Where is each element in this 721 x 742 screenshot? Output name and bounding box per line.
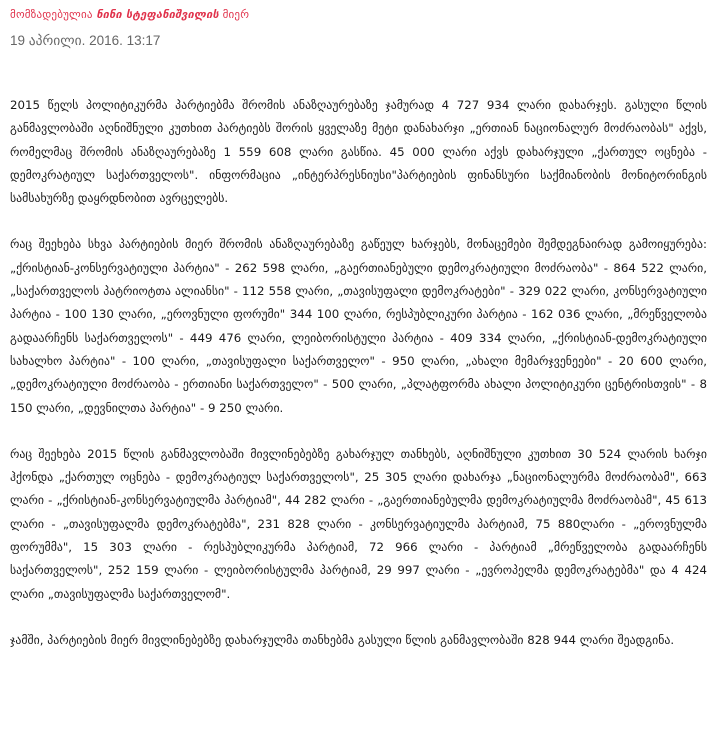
article-paragraph: ჯამში, პარტიების მიერ მივლინებებზე დახარჯულმა თანხებმა გასული წლის განმავლობაში 828 944 ლარი შეადგინა. <box>10 632 675 647</box>
byline-prefix: მომზადებულია <box>10 8 93 21</box>
article-paragraph: რაც შეეხება 2015 წლის განმავლობაში მივლინებებზე გახარჯულ თანხებს, აღნიშნული კუთხით 30 524 ლარის ხარჯი ჰქონდა „ქართულ ოცნება - დემოკრატიულ საქართველოს", 25 305 ლარი დახარჯა „ნაციონალურმა მოძრაობამ", 663 ლარი - „ქრისტიან-კონსერვატიულმა პარტიამ", 44 282 ლარი - „გაერთიანებულმა დემოკრატიულმა მოძრაობამ", 45 613 ლარი - „თავისუფალმა დემოკრატებმა", 231 828 ლარი - კონსერვატიულმა პარტიამ, 75 880ლარი - „ეროვნულმა ფორუმმა", 15 303 ლარი - რესპუბლიკურმა პარტიამ, 72 966 ლარი - პარტიამ „მრეწველობა გადაარჩენს საქართველოს", 252 159 ლარი - ლეიბორისტულმა პარტიამ, 29 997 ლარი - „ევროპელმა დემოკრატებმა" და 4 424 ლარი „თავისუფალმა საქართველომ". <box>10 446 707 601</box>
byline-suffix: მიერ <box>222 8 250 21</box>
article-paragraph: 2015 წელს პოლიტიკურმა პარტიებმა შრომის ანაზღაურებაზე ჯამურად 4 727 934 ლარი დახარჯეს. გასული წლის განმავლობაში აღნიშნული კუთხით პარტიებს შორის ყველაზე მეტი დანახარჯი „ერთიან ნაციონალურ მოძრაობას" აქვს, რომელმაც შრომის ანაზღაურებაზე 1 559 608 ლარი გასწია. 45 000 ლარი აქვს დახარჯული „ქართულ ოცნება - დემოკრატიულ საქართველოს". ინფორმაცია „ინტერპრესნიუსი"პარტიების ფინანსური საქმიანობის მონიტორინგის სამსახურზე დაყრდნობით ავრცელებს. <box>10 98 707 206</box>
author-name[interactable]: ნინი სტეფანიშვილის <box>96 8 219 21</box>
publish-date: 19 აპრილი. 2016. 13:17 <box>10 33 161 48</box>
byline <box>10 8 249 21</box>
article-paragraph: რაც შეეხება სხვა პარტიების მიერ შრომის ანაზღაურებაზე გაწეულ ხარჯებს, მონაცემები შემდეგნაირად გამოიყურება: „ქრისტიან-კონსერვატიული პარტია" - 262 598 ლარი, „გაერთიანებული დემოკრატიული მოძრაობა" - 864 522 ლარი, „საქართველოს პატრიოტთა ალიანსი" - 112 558 ლარი, „თავისუფალი დემოკრატები" - 329 022 ლარი, კონსერვატიული პარტია - 100 130 ლარი, „ეროვნული ფორუმი" 344 100 ლარი, რესპუბლიკური პარტია - 162 036 ლარი, „მრეწველობა გადაარჩენს საქართველოს" - 449 476 ლარი, ლეიბორისტული პარტია - 409 334 ლარი, „ქრისტიან-დემოკრატიული სახალხო პარტია" - 100 ლარი, „თავისუფალი საქართველო" - 950 ლარი, „ახალი მემარჯვენეები" - 20 600 ლარი, „დემოკრატიული მოძრაობა - ერთიანი საქართველო" - 500 ლარი, „პლატფორმა ახალი პოლიტიკური ცენტრისთვის" - 8 150 ლარი, „დევნილთა პარტია" - 9 250 ლარი. <box>10 237 707 415</box>
article-body <box>10 94 707 652</box>
